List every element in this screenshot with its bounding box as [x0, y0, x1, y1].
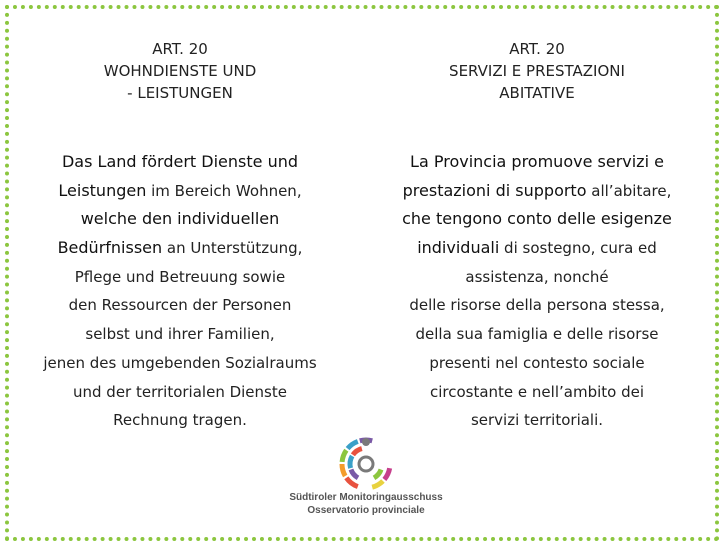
logo-arc: [384, 468, 389, 479]
monitoring-committee-logo: [268, 432, 464, 522]
logo-arc: [348, 441, 358, 448]
heading-line: ABITATIVE: [499, 84, 575, 102]
text-segment: welche den individuellen: [80, 209, 280, 229]
text-segment: Leistungen: [58, 180, 147, 200]
text-segment: servizi territoriali.: [470, 411, 604, 430]
text-line: [382, 406, 692, 435]
text-segment: Rechnung tragen.: [113, 411, 247, 430]
logo-arc: [342, 450, 346, 462]
logo-center: [359, 457, 373, 471]
text-line: [30, 320, 330, 349]
text-line: [382, 378, 692, 407]
text-segment: presenti nel contesto sociale: [429, 353, 645, 372]
heading-line: SERVIZI E PRESTAZIONI: [449, 62, 625, 80]
logo-arc: [351, 469, 358, 477]
text-segment: den Ressourcen der Personen: [68, 296, 292, 315]
text-segment: Bedürfnissen: [57, 238, 163, 258]
text-line: [382, 205, 692, 234]
logo-arc: [342, 464, 345, 476]
text-line: [382, 320, 692, 349]
text-segment: che tengono conto delle esigenze: [402, 209, 672, 229]
text-segment: individuali: [417, 238, 500, 258]
logo-text-german: Südtiroler Monitoringausschuss: [289, 492, 443, 503]
text-segment: della sua famiglia e delle risorse: [415, 325, 659, 344]
text-segment: all’abitare,: [586, 181, 672, 200]
text-line: [30, 234, 330, 263]
text-segment: di sostegno, cura ed: [499, 239, 657, 258]
german-body: [30, 148, 330, 435]
text-segment: und der territorialen Dienste: [73, 382, 287, 401]
german-heading: [30, 38, 330, 104]
heading-line: ART. 20: [152, 40, 208, 58]
text-line: [382, 177, 692, 206]
text-segment: La Provincia promuove servizi e: [410, 152, 664, 171]
text-segment: prestazioni di supporto: [402, 180, 587, 200]
logo-arc: [350, 456, 352, 468]
logo-arc: [353, 449, 362, 455]
logo-text-italian: Osservatorio provinciale: [307, 505, 425, 516]
heading-line: - LEISTUNGEN: [127, 84, 233, 102]
text-segment: assistenza, nonché: [465, 267, 609, 286]
heading-line: WOHNDIENSTE UND: [103, 62, 257, 80]
text-line: [382, 148, 692, 177]
italian-heading: [382, 38, 692, 104]
text-line: [382, 349, 692, 378]
text-segment: an Unterstützung,: [162, 239, 303, 258]
text-segment: delle risorse della persona stessa,: [409, 296, 665, 315]
text-segment: circostante e nell’ambito dei: [429, 382, 645, 401]
text-line: [30, 177, 330, 206]
text-line: [30, 263, 330, 292]
text-line: [30, 378, 330, 407]
text-line: [382, 291, 692, 320]
logo-mark-icon: [326, 432, 406, 490]
text-segment: jenen des umgebenden Sozialraums: [43, 353, 317, 372]
text-line: [382, 234, 692, 263]
text-segment: Pflege und Betreuung sowie: [74, 267, 286, 286]
text-line: [30, 291, 330, 320]
logo-arc: [372, 481, 383, 487]
logo-arc: [374, 469, 381, 477]
text-line: [30, 406, 330, 435]
italian-body: [382, 148, 692, 435]
text-segment: selbst und ihrer Familien,: [85, 325, 275, 344]
text-segment: im Bereich Wohnen,: [146, 181, 302, 200]
text-line: [30, 349, 330, 378]
heading-line: ART. 20: [509, 40, 565, 58]
logo-head: [362, 438, 370, 446]
text-line: [30, 205, 330, 234]
text-line: [382, 263, 692, 292]
text-segment: Das Land fördert Dienste und: [61, 152, 299, 171]
text-line: [30, 148, 330, 177]
